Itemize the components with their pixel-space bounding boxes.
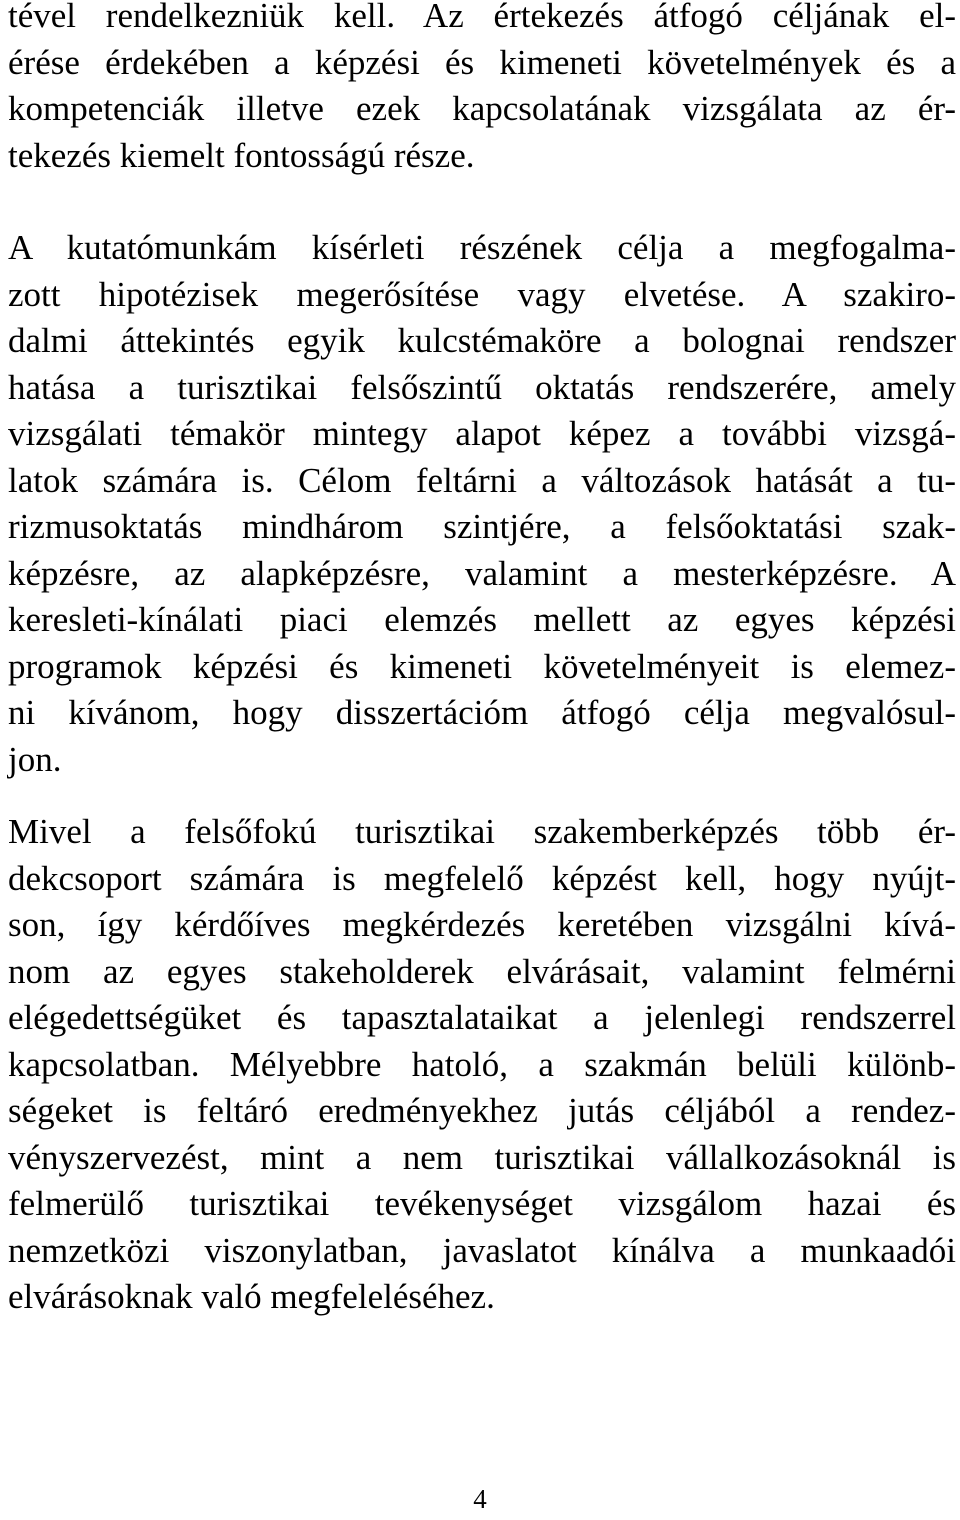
text-line: Mivel a felsőfokú turisztikai szakemberképzés több ér- xyxy=(8,812,956,851)
paragraph-3 xyxy=(8,809,956,1321)
text-line: keresleti-kínálati piaci elemzés mellett az egyes képzési xyxy=(8,600,956,639)
text-line: nom az egyes stakeholderek elvárásait, valamint felmérni xyxy=(8,951,956,991)
paragraph-2 xyxy=(8,225,956,783)
text-line: jon. xyxy=(8,739,62,779)
text-line: képzésre, az alapképzésre, valamint a mesterképzésre. A xyxy=(8,553,956,593)
text-line: dalmi áttekintés egyik kulcstémaköre a bolognai rendszer xyxy=(8,321,956,360)
text-line: dekcsoport számára is megfelelő képzést kell, hogy nyújt- xyxy=(8,858,956,898)
text-line: érése érdekében a képzési és kimeneti követelmények és a xyxy=(8,42,956,82)
paragraph-1 xyxy=(8,0,956,179)
text-line: vizsgálati témakör mintegy alapot képez a további vizsgá- xyxy=(8,414,956,453)
page-number: 4 xyxy=(473,1484,487,1514)
text-line: elvárásoknak való megfeleléséhez. xyxy=(8,1277,495,1316)
text-line: programok képzési és kimeneti követelményeit is elemez- xyxy=(8,646,956,686)
text-line: vényszervezést, mint a nem turisztikai vállalkozásoknál is xyxy=(8,1137,956,1177)
text-line: kompetenciák illetve ezek kapcsolatának vizsgálata az ér- xyxy=(8,89,956,128)
text-line: son, így kérdőíves megkérdezés keretében vizsgálni kívá- xyxy=(8,905,956,944)
text-line: kapcsolatban. Mélyebbre hatoló, a szakmán belüli különb- xyxy=(8,1044,956,1084)
text-line: ni kívánom, hogy disszertációm átfogó célja megvalósul- xyxy=(8,693,956,732)
text-line: ségeket is feltáró eredményekhez jutás céljából a rendez- xyxy=(8,1091,956,1130)
text-line: tével rendelkezniük kell. Az értekezés átfogó céljának el- xyxy=(8,0,956,35)
text-line: nemzetközi viszonylatban, javaslatot kínálva a munkaadói xyxy=(8,1230,956,1270)
text-line: hatása a turisztikai felsőszintű oktatás rendszerére, amely xyxy=(8,367,956,407)
text-line: elégedettségüket és tapasztalataikat a jelenlegi rendszerrel xyxy=(8,998,956,1037)
text-line: latok számára is. Célom feltárni a változások hatását a tu- xyxy=(8,460,956,500)
text-line: zott hipotézisek megerősítése vagy elvetése. A szakiro- xyxy=(8,274,956,314)
text-line: A kutatómunkám kísérleti részének célja a megfogalma- xyxy=(8,228,956,267)
text-line: felmerülő turisztikai tevékenységet vizsgálom hazai és xyxy=(8,1184,956,1223)
text-line: rizmusoktatás mindhárom szintjére, a felsőoktatási szak- xyxy=(8,507,956,546)
text-line: tekezés kiemelt fontosságú része. xyxy=(8,135,475,175)
